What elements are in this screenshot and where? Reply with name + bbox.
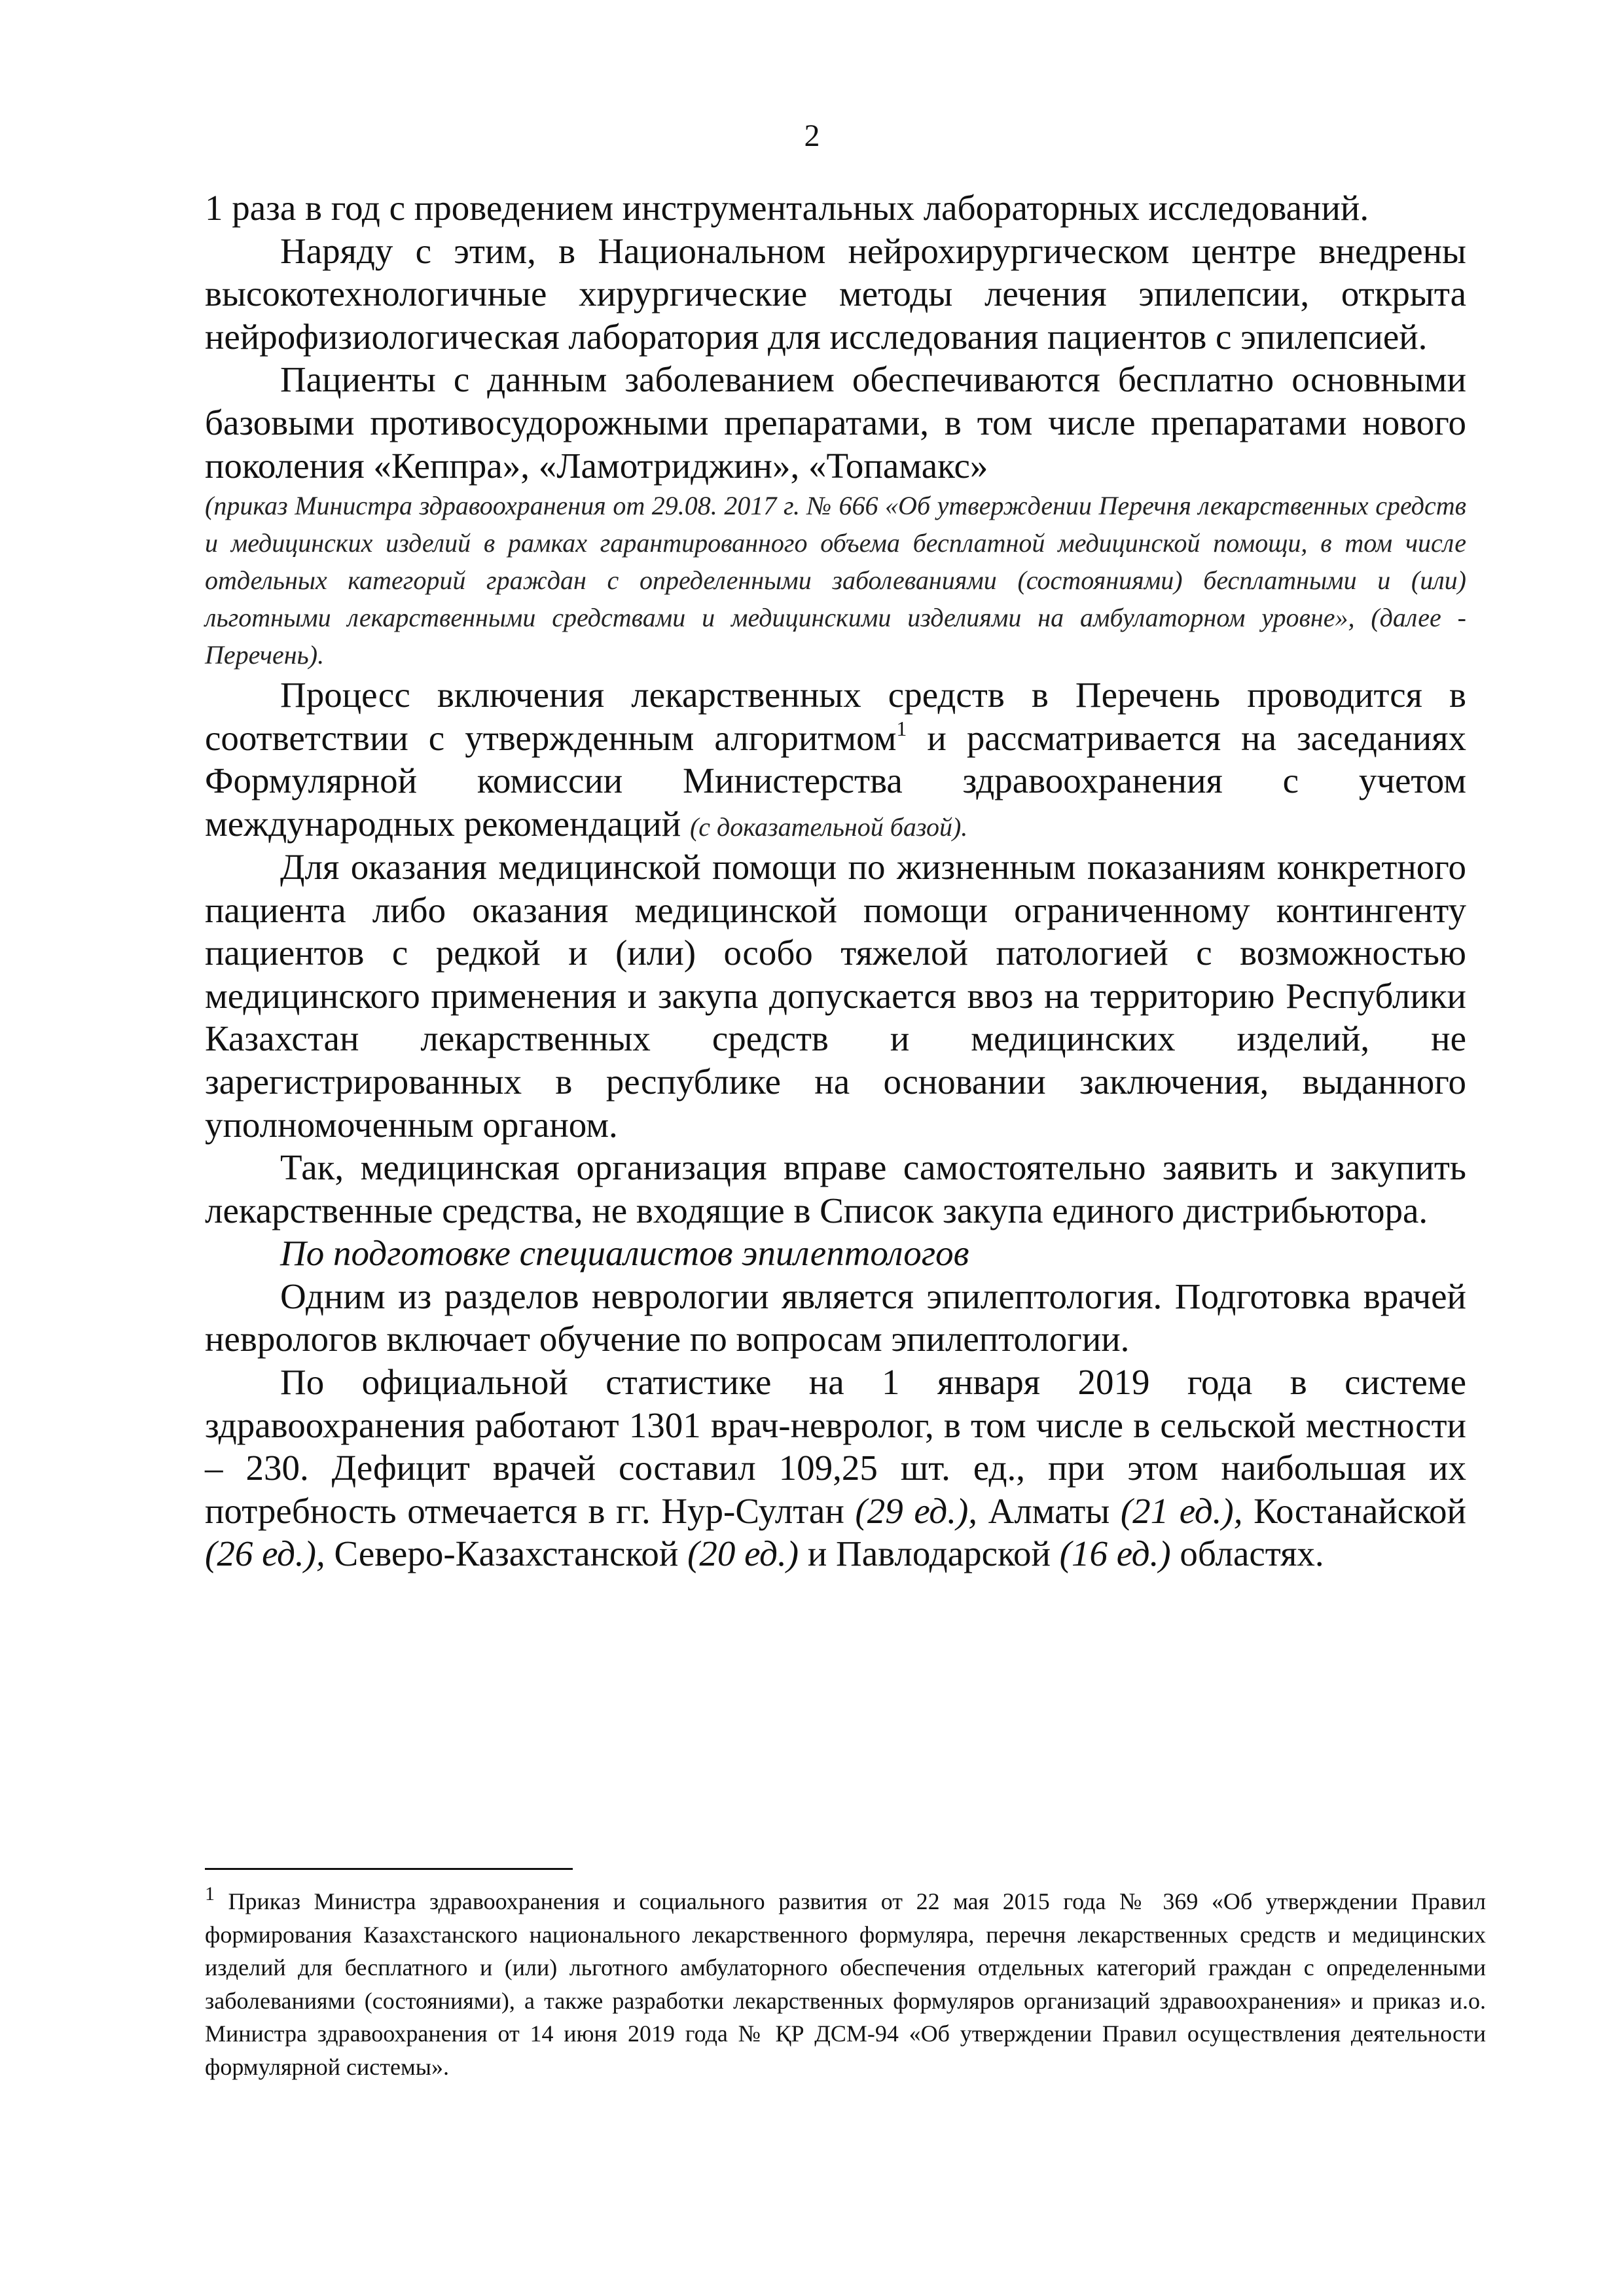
paragraph-import-rules: Для оказания медицинской помощи по жизненным показаниям конкретного пациента либо оказания медицинской помощи ограниченному контингенту пациентов с редкой и (или) особо тяжелой патологией с возможностью медицинского применения и закупа допускается ввоз на территорию Республики Казахстан лекарственных средств и медицинских изделий, не зарегистрированных в республике на основании заключения, выданного уполномоченным органом. (205, 846, 1466, 1145)
inclusion-text-b: и рассматривается на заседаниях Формулярной комиссии Министерства здравоохранения с учетом международных рекомендаций (205, 717, 1466, 844)
statistics-text-a: По официальной статистике на 1 января 2019 года в системе здравоохранения работают 1301 врач-невролог, в том числе в сельской местности – 230. Дефицит врачей составил 109,25 шт. ед., при этом наибольшая их потребность отмечается в гг. Нур-Султан (205, 1362, 1466, 1531)
footnote-reference: 1 (896, 716, 907, 740)
paragraph-inclusion-process (205, 673, 1466, 846)
footnote-text: Приказ Министра здравоохранения и социального развития от 22 мая 2015 года № 369 «Об утверждении Правил формирования Казахстанского национального лекарственного формуляра, перечня лекарственных средств и медицинских изделий для бесплатного и (или) льготного амбулаторного обеспечения отдельных категорий граждан с определенными заболеваниями (состояниями), а также разработки лекарственных формуляров организаций здравоохранения» и приказ и.о. Министра здравоохранения от 14 июня 2019 года № ҚР ДСМ-94 «Об утверждении Правил осуществления деятельности формулярной системы». (205, 1888, 1486, 2080)
paragraph-neurosurgery-center: Наряду с этим, в Национальном нейрохирургическом центре внедрены высокотехнологичные хирургические методы лечения эпилепсии, открыта нейрофизиологическая лаборатория для исследования пациентов с эпилепсией. (205, 230, 1466, 357)
count-north-kazakhstan: (20 ед.) (687, 1534, 799, 1574)
section-heading: По подготовке специалистов эпилептологов (280, 1233, 969, 1274)
count-nur-sultan: (29 ед.), (855, 1490, 978, 1531)
paragraph-statistics (205, 1361, 1466, 1575)
paragraph-epileptology: Одним из разделов неврологии является эпилептология. Подготовка врачей неврологов включает обучение по вопросам эпилептологии. (205, 1276, 1466, 1359)
footnote (205, 1885, 1486, 2083)
statistics-text-e: и Павлодарской (799, 1534, 1060, 1574)
count-kostanay: (26 ед.), (205, 1534, 325, 1574)
statistics-text-b: Алматы (977, 1490, 1121, 1531)
evidence-base-note: (с доказательной базой). (689, 812, 968, 842)
footnote-divider (205, 1868, 573, 1870)
paragraph-procurement: Так, медицинская организация вправе самостоятельно заявить и закупить лекарственные средства, не входящие в Список закупа единого дистрибьютора. (205, 1147, 1466, 1230)
paragraph-continuation: 1 раза в год с проведением инструментальных лабораторных исследований. (205, 188, 1369, 228)
count-almaty: (21 ед.), (1120, 1490, 1243, 1531)
document-body (205, 187, 1466, 1575)
statistics-text-d: Северо-Казахстанской (325, 1534, 688, 1574)
page-number: 2 (804, 118, 820, 153)
count-pavlodar: (16 ед.) (1059, 1534, 1171, 1574)
statistics-text-c: Костанайской (1242, 1490, 1466, 1531)
paragraph-drug-provision: Пациенты с данным заболеванием обеспечиваются бесплатно основными базовыми противосудорожными препаратами, в том числе препаратами нового поколения «Кеппра», «Ламотриджин», «Топамакс» (205, 359, 1466, 486)
inclusion-text-a: Процесс включения лекарственных средств в Перечень проводится в соответствии с утвержденным алгоритмом (205, 675, 1466, 758)
order-reference: (приказ Министра здравоохранения от 29.08. 2017 г. № 666 «Об утверждении Перечня лекарственных средств и медицинских изделий в рамках гарантированного объема бесплатной медицинской помощи, в том числе отдельных категорий граждан с определенными заболеваниями (состояниями) бесплатными и (или) льготными лекарственными средствами и медицинскими изделиями на амбулаторном уровне», (далее - Перечень). (205, 491, 1466, 670)
statistics-text-f: областях. (1170, 1534, 1324, 1574)
footnote-marker: 1 (205, 1883, 215, 1905)
